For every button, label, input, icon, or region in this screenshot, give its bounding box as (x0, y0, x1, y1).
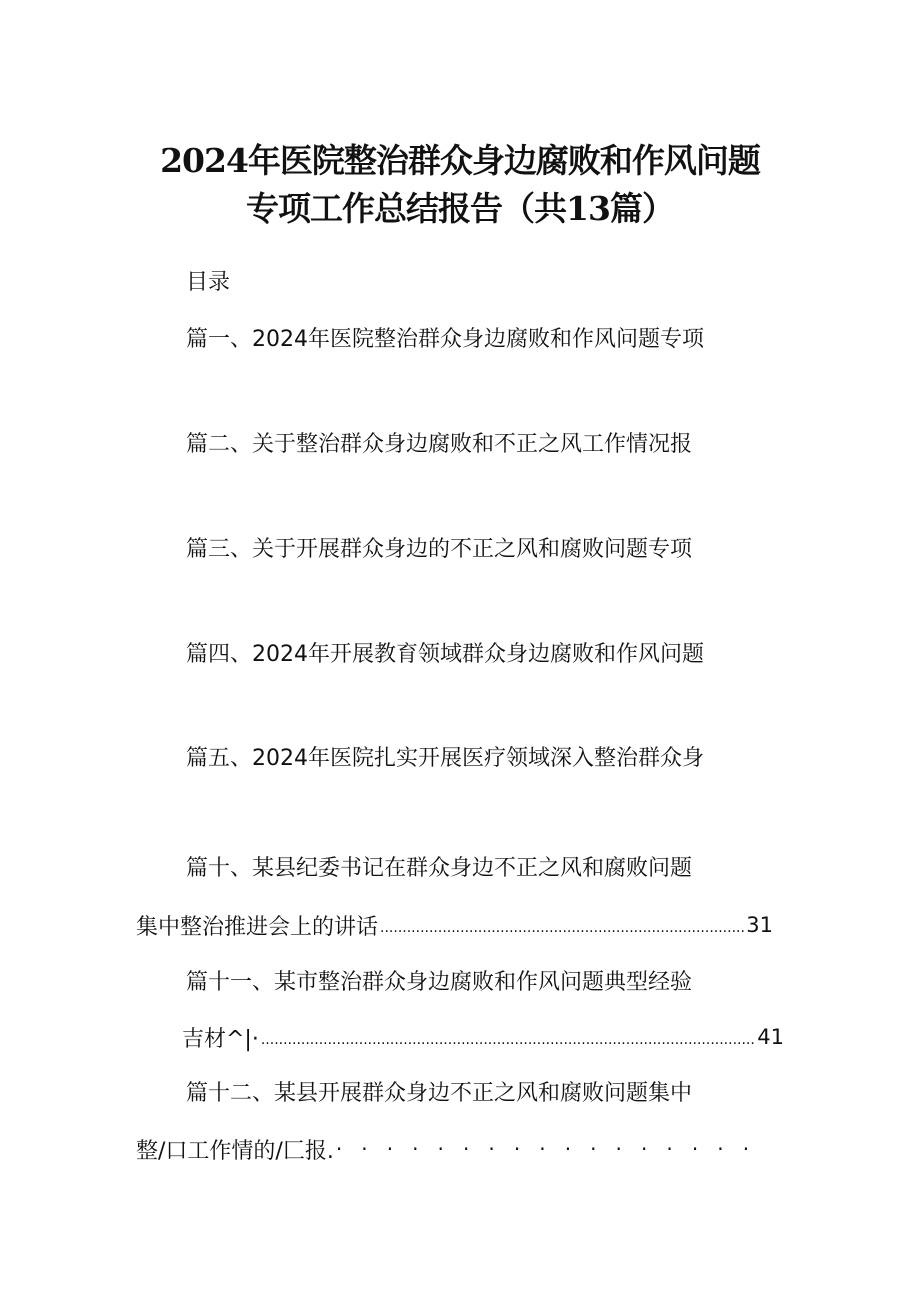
toc-entry-continuation[interactable] (136, 1134, 766, 1164)
toc-entry[interactable]: 篇三、关于开展群众身边的不正之风和腐败问题专项 (186, 537, 693, 562)
toc-entry[interactable]: 篇十、某县纪委书记在群众身边不正之风和腐败问题 (186, 856, 693, 881)
toc-entry-continuation-text: 整/口工作情的/匚报. (136, 1138, 334, 1164)
toc-page-number: 41 (757, 1025, 784, 1049)
toc-entry[interactable]: 篇二、关于整治群众身边腐败和不正之风工作情况报 (186, 432, 693, 457)
toc-entry-continuation-text: 集中整治推进会上的讲话 (136, 914, 379, 940)
toc-entry-continuation[interactable] (136, 910, 773, 940)
dot-leader (336, 1137, 764, 1161)
toc-entry-continuation[interactable] (182, 1022, 784, 1052)
toc-page-number: 31 (746, 913, 773, 937)
dot-leader (380, 920, 744, 936)
toc-entry[interactable]: 篇十二、某县开展群众身边不正之风和腐败问题集中 (186, 1081, 693, 1106)
document-title-line-1: 2024年医院整治群众身边腐败和作风问题 (160, 141, 760, 180)
toc-entry[interactable]: 篇十一、某市整治群众身边腐败和作风问题典型经验 (186, 970, 693, 995)
toc-entry-continuation-text: 吉材^|· (182, 1026, 259, 1052)
toc-entry[interactable]: 篇五、2024年医院扎实开展医疗领域深入整治群众身 (186, 746, 704, 771)
dot-leader (261, 1032, 755, 1048)
toc-entry[interactable]: 篇四、2024年开展教育领域群众身边腐败和作风问题 (186, 642, 704, 667)
toc-label: 目录 (186, 270, 231, 295)
document-title-line-2: 专项工作总结报告（共13篇） (246, 189, 674, 228)
toc-entry[interactable]: 篇一、2024年医院整治群众身边腐败和作风问题专项 (186, 327, 704, 352)
